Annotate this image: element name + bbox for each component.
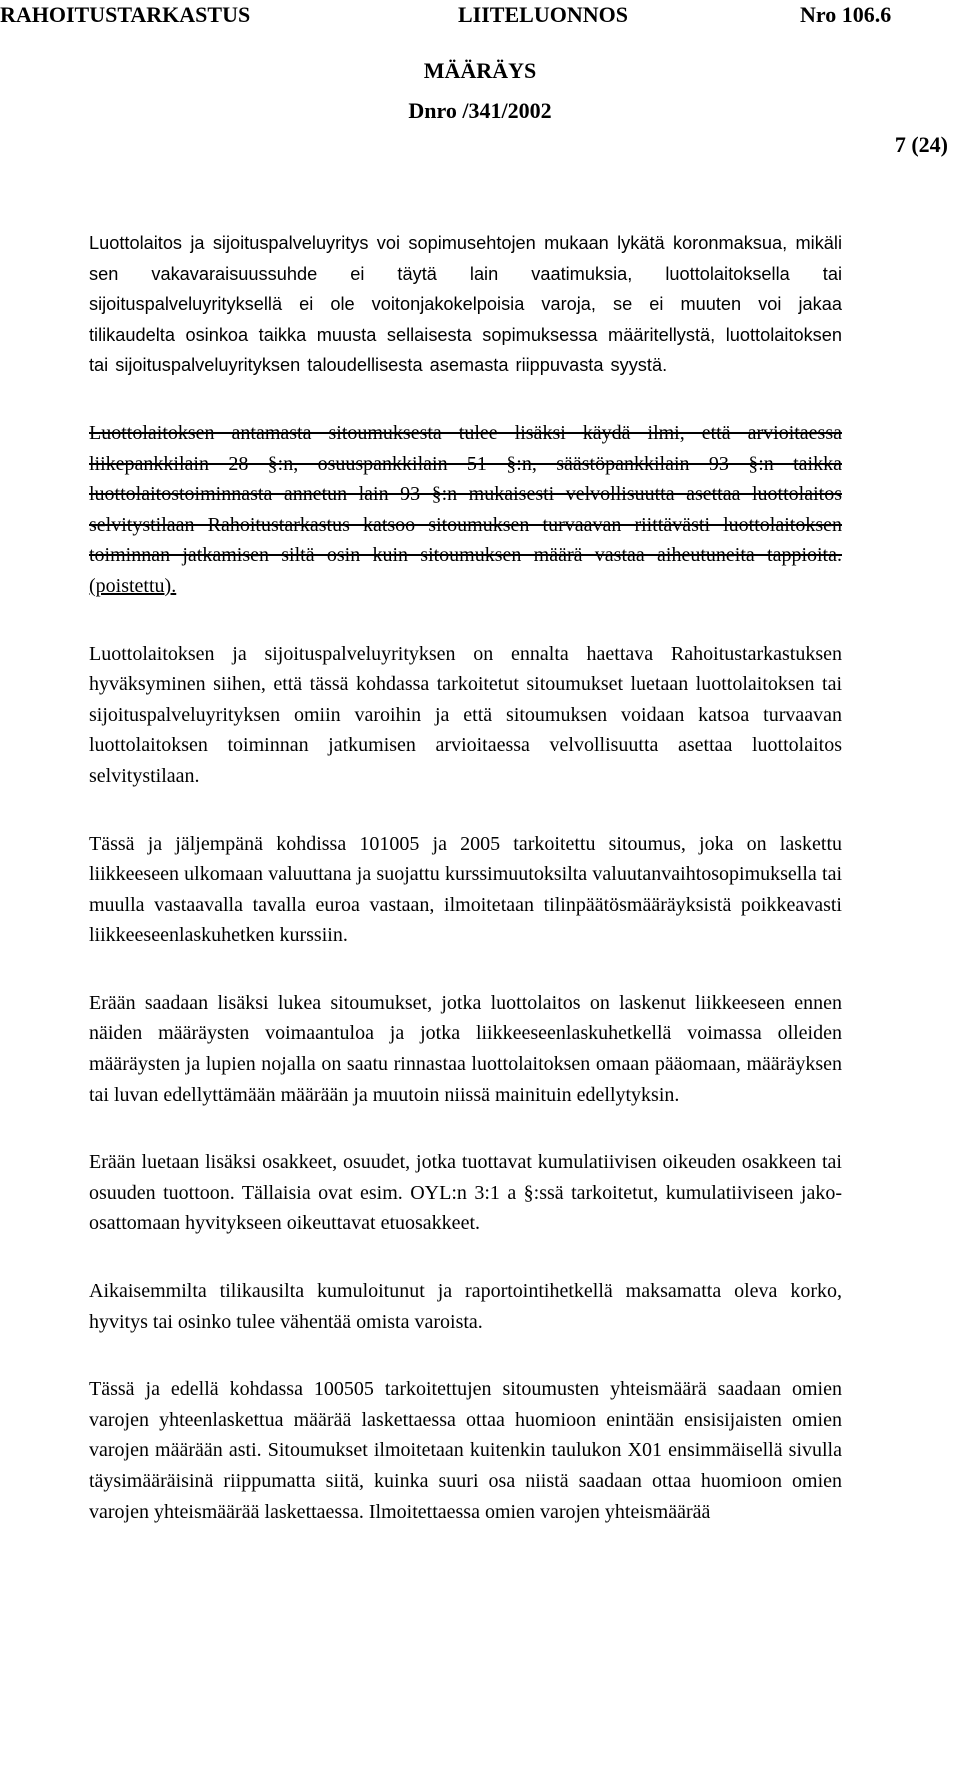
document-type: MÄÄRÄYS — [423, 58, 537, 83]
running-header — [0, 0, 960, 34]
paragraph-deleted-commitment — [89, 418, 842, 602]
document-register-number: Dnro /341/2002 — [408, 98, 552, 123]
deletion-note: (poistettu). — [89, 574, 177, 597]
deleted-text: Luottolaitoksen antamasta sitoumuksesta tulee lisäksi käydä ilmi, että arvioitaessa liikepankkilain 28 §:n, osuuspankkilain 51 §:n, säästöpankkilain 93 §:n taikka luottolaitostoiminnasta annetun lain 93 §:n mukaisesti velvollisuutta asettaa luottolaitos selvitystilaan Rahoitustarkastus katsoo sitoumuksen turvaavan riittävästi luottolaitoksen toiminnan jatkamisen siltä osin kuin sitoumuksen määrä vastaa aiheutuneita tappioita. — [89, 421, 842, 567]
page-number: 7 (24) — [894, 132, 948, 157]
paragraph-accumulated-interest: Aikaisemmilta tilikausilta kumuloitunut ja raportointihetkellä maksamatta oleva korko, hyvitys tai osinko tulee vähentää omista varoista. — [89, 1280, 842, 1333]
header-regulation-number: Nro 106.6 — [800, 2, 892, 27]
document-body — [89, 228, 842, 1564]
paragraph-total-commitments: Tässä ja edellä kohdassa 100505 tarkoitettujen sitoumusten yhteismäärä saadaan omien varojen yhteenlaskettua määrää laskettaessa ottaa huomioon enintään ensisijaisten omien varojen määrään asti. Sitoumukset ilmoitetaan kuitenkin taulukon X01 ensimmäisellä sivulla täysimääräisinä riippumatta siitä, kuinka suuri osa niistä saadaan ottaa huomioon omien varojen yhteismäärää laskettaessa. Ilmoitettaessa omien varojen yhteismäärää — [89, 1378, 842, 1523]
header-draft-label: LIITELUONNOS — [458, 2, 628, 27]
paragraph-interest-deferral: Luottolaitos ja sijoituspalveluyritys voi sopimusehtojen mukaan lykätä koronmaksua, mikäli sen vakavaraisuussuhde ei täytä lain vaatimuksia, luottolaitoksella tai sijoituspalveluyrityksellä ei ole voitonjakokelpoisia varoja, se ei muuten voi jakaa tilikaudelta osinkoa taikka muusta sellaisesta sopimuksessa määritellystä, luottolaitoksen tai sijoituspalveluyrityksen taloudellisesta asemasta riippuvasta syystä. — [89, 233, 842, 376]
paragraph-foreign-currency: Tässä ja jäljempänä kohdissa 101005 ja 2005 tarkoitettu sitoumus, joka on laskettu liikkeeseen ulkomaan valuuttana ja suojattu kurssimuutoksilta valuutanvaihtosopimuksella tai muulla vastaavalla tavalla euroa vastaan, ilmoitetaan tilinpäätösmääräyksistä poikkeavasti liikkeeseenlaskuhetken kurssiin. — [89, 832, 842, 947]
header-organization: RAHOITUSTARKASTUS — [0, 2, 251, 27]
paragraph-cumulative-shares: Erään luetaan lisäksi osakkeet, osuudet, jotka tuottavat kumulatiivisen oikeuden osakkeen tai osuuden tuottoon. Tällaisia ovat esim. OYL:n 3:1 a §:ssä tarkoitetut, kumulatiiviseen jako-osattomaan hyvitykseen oikeuttavat etuosakkeet. — [89, 1151, 842, 1235]
paragraph-approval: Luottolaitoksen ja sijoituspalveluyrityksen on ennalta haettava Rahoitustarkastuksen hyväksyminen siihen, että tässä kohdassa tarkoitetut sitoumukset luetaan luottolaitoksen tai sijoituspalveluyrityksen omiin varoihin ja että sitoumuksen voidaan katsoa turvaavan luottolaitoksen toiminnan jatkumisen arvioitaessa velvollisuutta asettaa luottolaitos selvitystilaan. — [89, 642, 842, 787]
paragraph-previous-commitments: Erään saadaan lisäksi lukea sitoumukset, jotka luottolaitos on laskenut liikkeeseen ennen näiden määräysten voimaantuloa ja jotka liikkeeseenlaskuhetkellä voimassa olleiden määräysten ja lupien nojalla on saatu rinnastaa luottolaitoksen omaan pääomaan, määräyksen tai luvan edellyttämään määrään ja muutoin niissä mainituin edellytyksin. — [89, 991, 842, 1106]
